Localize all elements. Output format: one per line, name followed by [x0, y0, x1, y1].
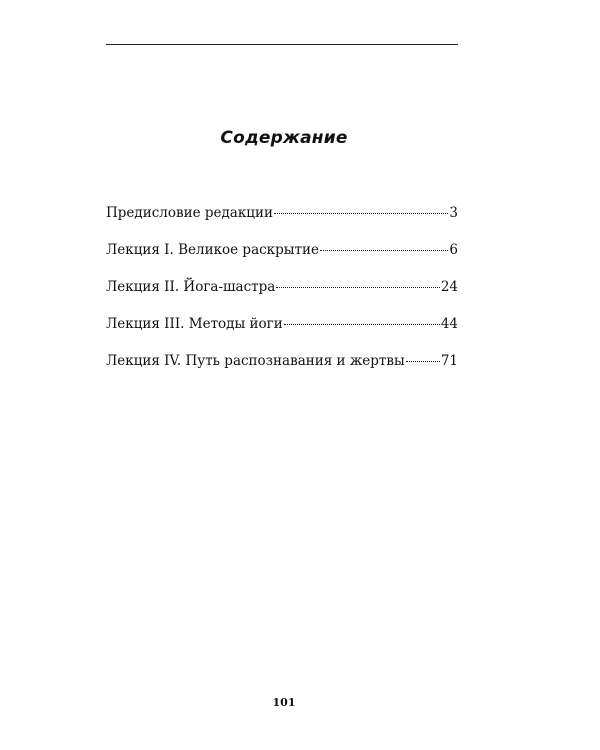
toc-entry-title: Предисловие редакции: [106, 205, 273, 221]
toc-entry-preface: [106, 203, 458, 240]
toc-entry-lecture-4: [106, 351, 458, 388]
toc-entry-lecture-3: [106, 314, 458, 351]
toc-entry-page: 71: [440, 353, 458, 369]
toc-entry-title: Лекция I. Великое раскрытие: [106, 242, 319, 258]
dot-leader: [284, 324, 440, 325]
toc-entry-title: Лекция IV. Путь распознавания и жертвы: [106, 353, 405, 369]
page-number: 101: [272, 696, 296, 709]
dot-leader: [274, 213, 448, 214]
toc-entry-lecture-1: [106, 240, 458, 277]
dot-leader: [320, 250, 448, 251]
header-rule: [106, 44, 458, 45]
dot-leader: [406, 361, 440, 362]
toc-entry-page: 24: [440, 279, 458, 295]
toc-entry-page: 6: [449, 242, 458, 258]
table-of-contents: [106, 203, 458, 388]
toc-entry-title: Лекция II. Йога-шастра: [106, 279, 276, 295]
dot-leader: [276, 287, 439, 288]
toc-title: Содержание: [220, 128, 348, 148]
toc-entry-page: 44: [440, 316, 458, 332]
toc-entry-title: Лекция III. Методы йоги: [106, 316, 283, 332]
toc-entry-page: 3: [449, 205, 458, 221]
toc-entry-lecture-2: [106, 277, 458, 314]
